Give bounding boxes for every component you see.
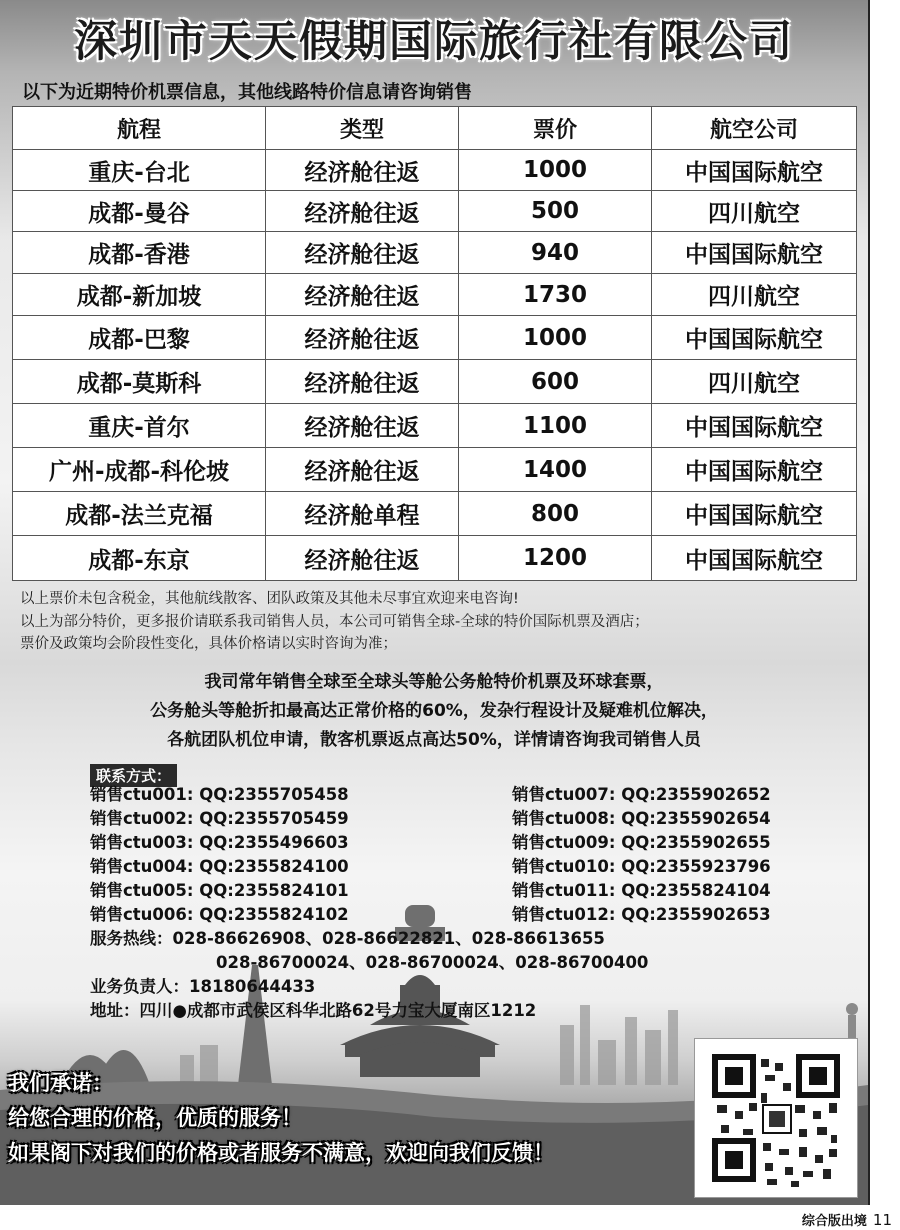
table-row	[13, 404, 857, 448]
fare-table	[12, 106, 857, 581]
cell-airline: 四川航空	[652, 191, 857, 232]
sales-contact: 销售ctu002: QQ:2355705459	[90, 809, 349, 828]
cell-route: 重庆-台北	[13, 150, 266, 191]
table-intro: 以下为近期特价机票信息，其他线路特价信息请咨询销售	[22, 82, 472, 103]
promise-block	[8, 1066, 554, 1171]
cell-airline: 四川航空	[652, 274, 857, 316]
cell-airline: 中国国际航空	[652, 150, 857, 191]
promo-block	[0, 668, 868, 755]
cell-price: 940	[459, 232, 652, 274]
sales-list-right	[512, 783, 771, 927]
cell-airline: 中国国际航空	[652, 404, 857, 448]
fare-table-header	[13, 107, 857, 150]
note-line: 以上票价未包含税金，其他航线散客、团队政策及其他未尽事宜欢迎来电咨询!	[20, 591, 519, 607]
sales-contact: 销售ctu006: QQ:2355824102	[90, 905, 349, 924]
cell-airline: 中国国际航空	[652, 448, 857, 492]
footer-section: 综合版出境	[801, 1214, 867, 1229]
cell-type: 经济舱往返	[266, 150, 459, 191]
sales-contact: 销售ctu009: QQ:2355902655	[512, 833, 771, 852]
note-line: 票价及政策均会阶段性变化，具体价格请以实时咨询为准；	[20, 636, 397, 652]
col-price: 票价	[459, 107, 652, 150]
cell-price: 1000	[459, 316, 652, 360]
page-footer	[802, 1210, 892, 1229]
cell-route: 重庆-首尔	[13, 404, 266, 448]
cell-airline: 中国国际航空	[652, 232, 857, 274]
cell-route: 广州-成都-科伦坡	[13, 448, 266, 492]
sales-contact: 销售ctu011: QQ:2355824104	[512, 881, 771, 900]
cell-type: 经济舱单程	[266, 492, 459, 536]
cell-type: 经济舱往返	[266, 274, 459, 316]
cell-route: 成都-巴黎	[13, 316, 266, 360]
sales-contact: 销售ctu012: QQ:2355902653	[512, 905, 771, 924]
cell-type: 经济舱往返	[266, 232, 459, 274]
promo-line: 我司常年销售全球至全球头等舱公务舱特价机票及环球套票，	[204, 672, 664, 692]
promise-line: 给您合理的价格，优质的服务！	[8, 1106, 302, 1130]
hotline-line: 服务热线：028-86626908、028-86622821、028-86613655	[90, 929, 605, 948]
table-row	[13, 448, 857, 492]
sales-contact: 销售ctu003: QQ:2355496603	[90, 833, 349, 852]
cell-airline: 中国国际航空	[652, 316, 857, 360]
cell-type: 经济舱往返	[266, 536, 459, 581]
note-line: 以上为部分特价，更多报价请联系我司销售人员，本公司可销售全球-全球的特价国际机票及酒店；	[20, 613, 649, 630]
table-row	[13, 316, 857, 360]
cell-route: 成都-新加坡	[13, 274, 266, 316]
fare-notes	[20, 588, 649, 656]
sales-contact: 销售ctu004: QQ:2355824100	[90, 857, 349, 876]
sales-contact: 销售ctu008: QQ:2355902654	[512, 809, 771, 828]
cell-price: 1000	[459, 150, 652, 191]
table-row	[13, 536, 857, 581]
manager-line: 业务负责人：18180644433	[90, 977, 316, 996]
cell-price: 800	[459, 492, 652, 536]
cell-route: 成都-法兰克福	[13, 492, 266, 536]
cell-airline: 中国国际航空	[652, 536, 857, 581]
cell-price: 1400	[459, 448, 652, 492]
address-line: 地址：四川●成都市武侯区科华北路62号力宝大厦南区1212	[90, 1001, 537, 1020]
company-title: 深圳市天天假期国际旅行社有限公司	[74, 17, 794, 67]
cell-type: 经济舱往返	[266, 404, 459, 448]
cell-route: 成都-香港	[13, 232, 266, 274]
sales-contact: 销售ctu001: QQ:2355705458	[90, 785, 349, 804]
cell-price: 600	[459, 360, 652, 404]
table-row	[13, 232, 857, 274]
sales-contact: 销售ctu005: QQ:2355824101	[90, 881, 349, 900]
table-row	[13, 274, 857, 316]
cell-route: 成都-东京	[13, 536, 266, 581]
col-type: 类型	[266, 107, 459, 150]
contact-label: 联系方式：	[90, 764, 177, 787]
col-route: 航程	[13, 107, 266, 150]
promo-line: 各航团队机位申请，散客机票返点高达50%，详情请咨询我司销售人员	[167, 730, 701, 750]
sales-contact: 销售ctu010: QQ:2355923796	[512, 857, 771, 876]
cell-type: 经济舱往返	[266, 191, 459, 232]
cell-price: 1730	[459, 274, 652, 316]
table-row	[13, 150, 857, 191]
page-number: 11	[872, 1211, 892, 1229]
cell-airline: 四川航空	[652, 360, 857, 404]
promise-line: 如果阁下对我们的价格或者服务不满意，欢迎向我们反馈！	[8, 1141, 554, 1165]
qr-code-icon	[695, 1039, 857, 1197]
hotline-line: 028-86700024、028-86700024、028-86700400	[216, 953, 649, 972]
cell-route: 成都-曼谷	[13, 191, 266, 232]
sales-contact: 销售ctu007: QQ:2355902652	[512, 785, 771, 804]
cell-price: 1200	[459, 536, 652, 581]
col-airline: 航空公司	[652, 107, 857, 150]
sales-list-left	[90, 783, 349, 927]
cell-type: 经济舱往返	[266, 448, 459, 492]
cell-type: 经济舱往返	[266, 316, 459, 360]
cell-price: 500	[459, 191, 652, 232]
table-row	[13, 492, 857, 536]
table-row	[13, 360, 857, 404]
promo-line: 公务舱头等舱折扣最高达正常价格的60%，发杂行程设计及疑难机位解决，	[150, 701, 718, 721]
cell-airline: 中国国际航空	[652, 492, 857, 536]
qr-code	[694, 1038, 858, 1198]
cell-price: 1100	[459, 404, 652, 448]
promise-line: 我们承诺：	[8, 1071, 113, 1095]
cell-route: 成都-莫斯科	[13, 360, 266, 404]
hotline-block	[90, 927, 648, 1023]
cell-type: 经济舱往返	[266, 360, 459, 404]
table-row	[13, 191, 857, 232]
